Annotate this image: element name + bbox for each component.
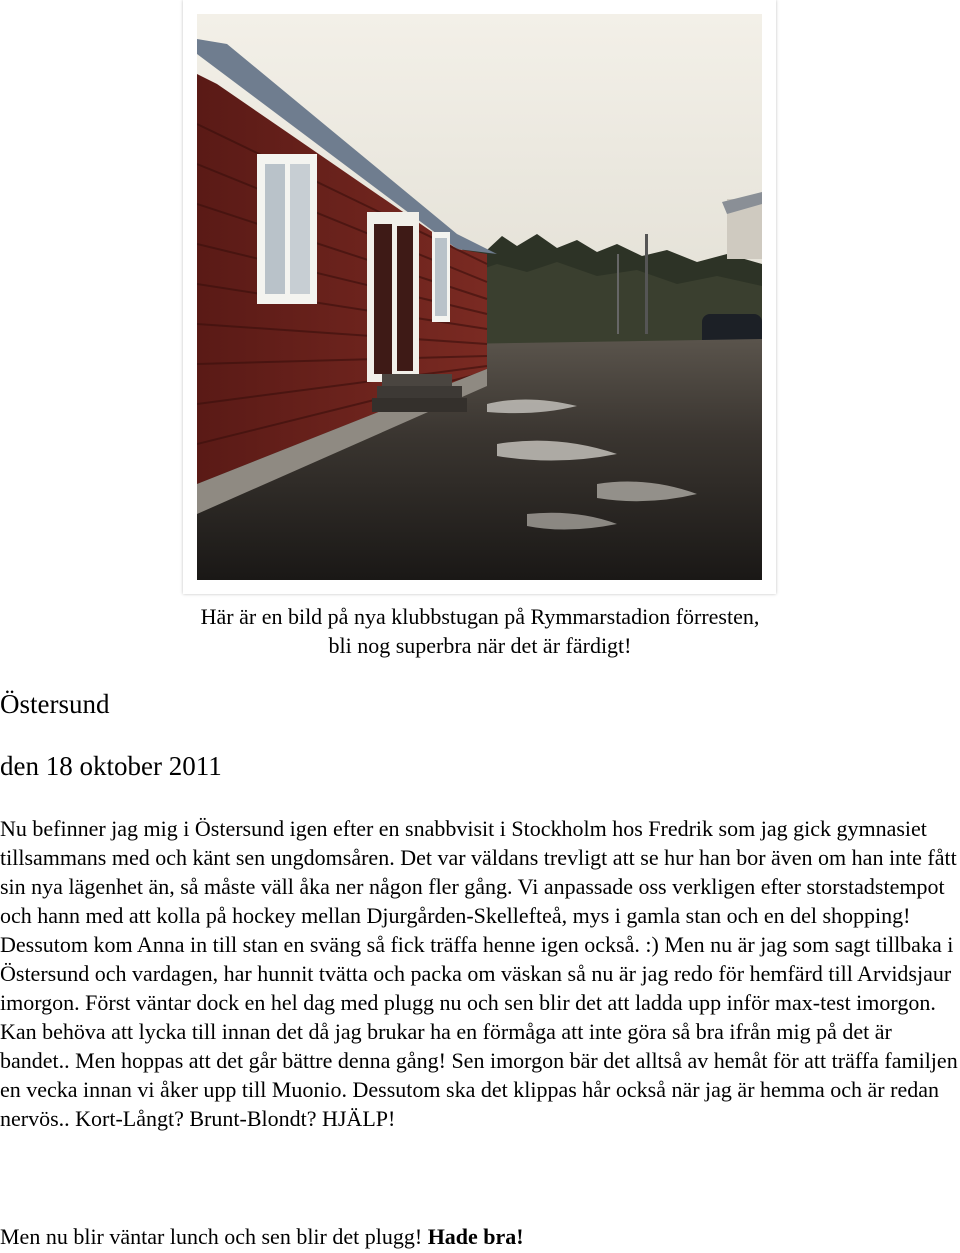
photo-frame — [183, 0, 776, 594]
post-closing — [0, 1222, 524, 1251]
post-body — [0, 814, 960, 1133]
caption-line-2: bli nog superbra när det är färdigt! — [328, 633, 632, 658]
post-body-paragraph: Nu befinner jag mig i Östersund igen efter en snabbvisit i Stockholm hos Fredrik som jag gick gymnasiet tillsammans med och känt sen ungdomsåren. Det var väldans trevligt att se hur han bor även om han inte fått sin nya lägenhet än, så måste väll åka ner någon fler gång. Vi anpassade oss verkligen efter storstadstempot och hann med att kolla på hockey mellan Djurgården-Skellefteå, mys i gamla stan och en del shopping! Dessutom kom Anna in till stan en sväng så fick träffa henne igen också. :) Men nu är jag som sagt tillbaka i Östersund och vardagen, har hunnit tvätta och packa om väskan så nu är jag redo för hemfärd till Arvidsjaur imorgon. Först väntar dock en hel dag med plugg nu och sen blir det att ladda upp inför max-test imorgon. Kan behöva att lycka till innan det då jag brukar ha en förmåga att inte göra så bra ifrån mig på det är bandet.. Men hoppas att det går bättre denna gång! Sen imorgon bär det alltså av hemåt för att träffa familjen en vecka innan vi åker upp till Muonio. Dessutom ska det klippas hår också när jag är hemma och är redan nervös.. Kort-Långt? Brunt-Blondt? HJÄLP! — [0, 816, 958, 1131]
post-date: den 18 oktober 2011 — [0, 751, 222, 781]
signoff-text: Hade bra! — [427, 1224, 524, 1249]
caption-line-1: Här är en bild på nya klubbstugan på Rymmarstadion förresten, — [200, 604, 760, 629]
club-cabin-photo — [197, 14, 762, 580]
photo-illustration — [197, 14, 762, 580]
closing-text: Men nu blir väntar lunch och sen blir det plugg! — [0, 1224, 423, 1249]
photo-caption — [150, 602, 810, 660]
post-location: Östersund — [0, 689, 110, 719]
